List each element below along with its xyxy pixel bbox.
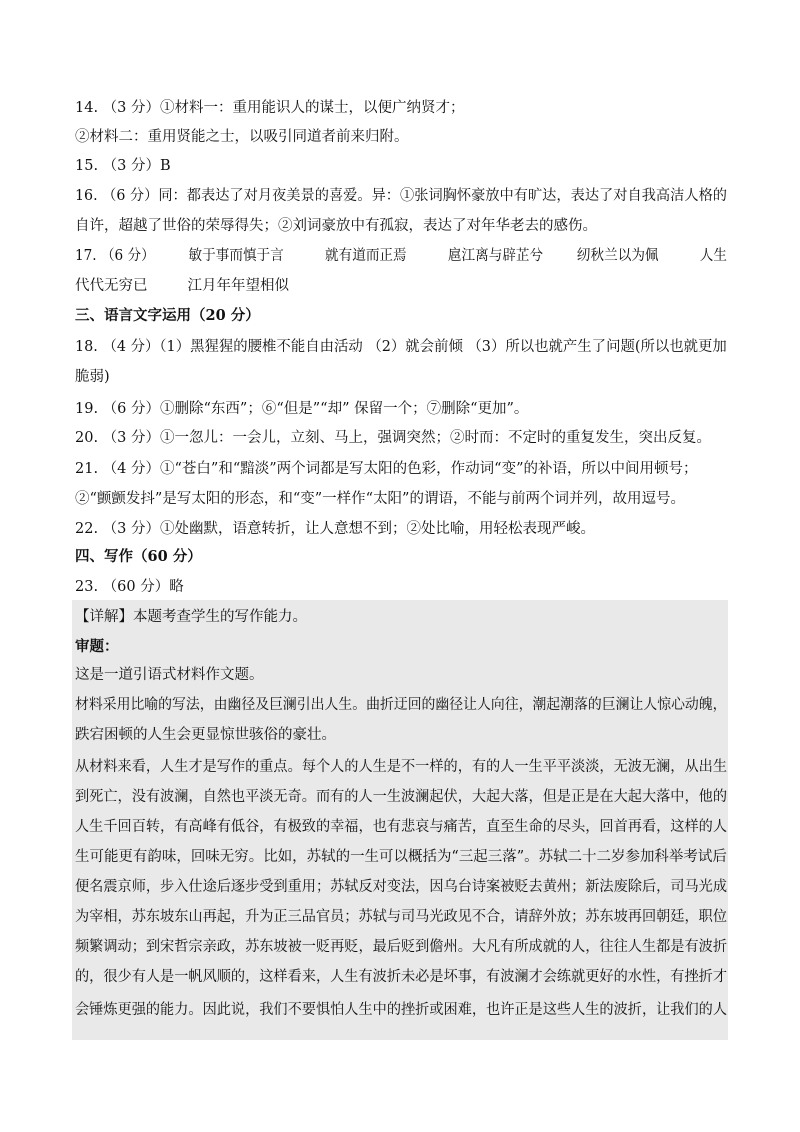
q17-fill: 代代无穷已 [75,278,148,294]
q21-line-2: ②“颤颤发抖”是写太阳的形态，和“变”一样作“太阳”的谓语，不能与前两个词并列，故用逗号。 [75,491,685,507]
detail-line: 人生千回百转，有高峰有低谷，有极致的幸福，也有悲哀与痛苦，直至生命的尽头，回首再看，这样的人 [75,819,727,835]
q19-answer: 19. （6 分）①删除“东西”；⑥“但是”“却” 保留一个；⑦删除“更加”。 [75,401,529,417]
q17-fill: 江月年年望相似 [187,278,289,294]
detail-heading: 审题： [75,638,119,655]
section-3-heading: 三、语言文字运用（20 分） [75,307,260,324]
q21-line-1: 21. （4 分）①“苍白”和“黯淡”两个词都是写太阳的色彩，作动词“变”的补语，所以中间用顿号； [75,461,698,477]
detail-line: 到死亡，没有波澜，自然也平淡无奇。而有的人一生波澜起伏，大起大落，但是正是在大起大落中，他的 [75,789,727,805]
detail-line: 生可能更有韵味，回味无穷。比如，苏轼的一生可以概括为“三起三落”。苏轼二十二岁参加科举考试后 [75,849,727,865]
q17-fill: 纫秋兰以为佩 [576,248,659,264]
q18-line-2: 脆弱) [75,369,110,385]
detail-line: 为宰相，苏东坡东山再起，升为正三品官员；苏轼与司马光政见不合，请辞外放；苏东坡再回朝廷，职位 [75,909,727,925]
q15-answer: 15. （3 分）B [75,158,171,174]
q17-fill: 就有道而正焉 [325,248,407,264]
q23-answer: 23. （60 分）略 [75,579,184,595]
detail-intro: 【详解】本题考查学生的写作能力。 [75,609,307,625]
q17-line-2 [75,276,289,296]
detail-line: 这是一道引语式材料作文题。 [75,667,264,683]
q14-line-2: ②材料二：重用贤能之士，以吸引同道者前来归附。 [75,129,409,145]
detail-line: 跌宕困顿的人生会更显惊世骇俗的豪壮。 [75,727,336,743]
q14-line-1: 14. （3 分）①材料一：重用能识人的谋士，以便广纳贤才； [75,100,465,116]
q20-answer: 20. （3 分）①一忽儿：一会儿，立刻、马上，强调突然；②时而：不定时的重复发生，突出反复。 [75,430,711,446]
q17-fill: 敏于事而慎于言 [188,248,284,264]
section-4-heading: 四、写作（60 分） [75,548,202,565]
detail-line: 材料采用比喻的写法，由幽径及巨澜引出人生。曲折迂回的幽径让人向往，潮起潮落的巨澜让人惊心动魄， [75,697,727,713]
detail-line: 会锤炼更强的能力。因此说，我们不要惧怕人生中的挫折或困难，也许正是这些人生的波折，让我们的人 [75,1002,727,1018]
q16-line-2: 自许，超越了世俗的荣辱得失；②刘词豪放中有孤寂，表达了对年华老去的感伤。 [75,218,597,234]
q17-prefix: 17. （6 分） [75,248,155,264]
q16-line-1: 16. （6 分）同：都表达了对月夜美景的喜爱。异：①张词胸怀豪放中有旷达，表达了对自我高洁人格的 [75,188,727,204]
q17-fill: 人生 [699,248,728,264]
detail-line: 频繁调动；到宋哲宗亲政，苏东坡被一贬再贬，最后贬到儋州。大凡有所成就的人，往往人生都是有波折 [75,939,727,955]
detail-line: 从材料来看，人生才是写作的重点。每个人的人生是不一样的，有的人一生平平淡淡，无波无澜，从出生 [75,759,727,775]
q18-line-1: 18. （4 分）（1）黑猩猩的腰椎不能自由活动 （2）就会前倾 （3）所以也就产生了问题(所以也就更加 [75,339,727,355]
q17-fill: 扈江离与辟芷兮 [447,248,544,264]
q17-line-1 [75,246,727,266]
detail-line: 的，很少有人是一帆风顺的，这样看来，人生有波折未必是坏事，有波澜才会练就更好的水性，有挫折才 [75,969,727,985]
detail-line: 便名震京师，步入仕途后逐步受到重用；苏轼反对变法，因乌台诗案被贬去黄州；新法废除后，司马光成 [75,879,727,895]
q22-answer: 22. （3 分）①处幽默，语意转折，让人意想不到；②处比喻，用轻松表现严峻。 [75,521,596,537]
